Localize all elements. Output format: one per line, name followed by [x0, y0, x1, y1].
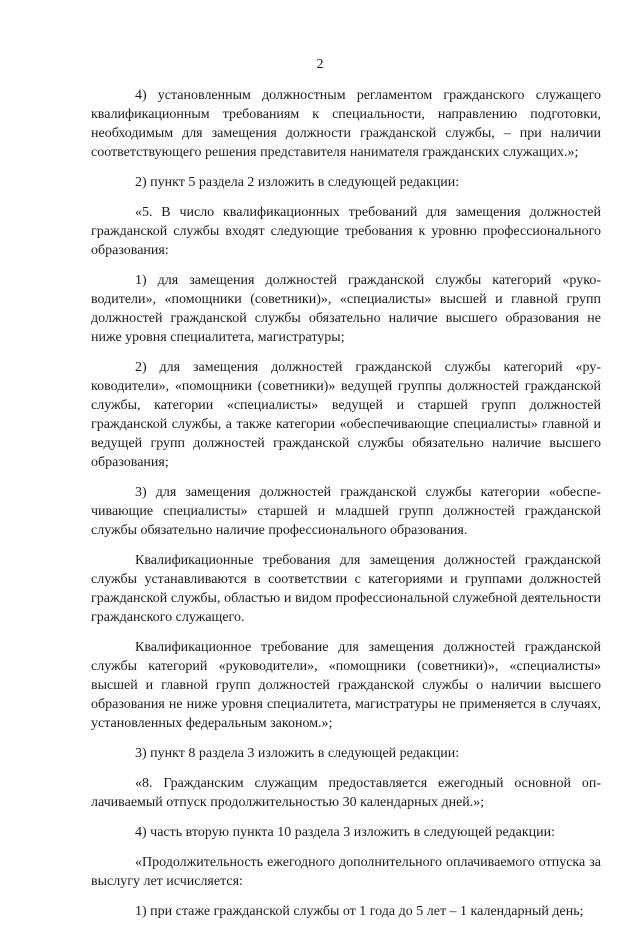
paragraph-clause-5-item-2: 2) для замещения должностей гражданской службы категорий «руководители», «помощники (советники)» ведущей группы должностей гражданской службы, категории «специалисты» ведущей и старшей групп должностей гражданской службы, а также категории «обеспечивающие специалисты» главной и ведущей групп должностей гражданской службы обязательно наличие высшего образования;	[91, 360, 601, 470]
paragraph-item-4-end: 4) установленным должностным регламентом гражданского служащего квалификационным требованиям к специальности, направлению подготовки, необходимым для замещения должности гражданской службы, – при наличии соответствующего решения представителя нанимателя гражданских служащих.»;	[91, 88, 601, 160]
paragraph-clause-5-item-3: 3) для замещения должностей гражданской службы категории «обеспечивающие специалисты» старшей и младшей групп должностей гражданской службы обязательно наличие профессионального образования.	[91, 485, 601, 538]
paragraph-clause-5-item-1: 1) для замещения должностей гражданской службы категорий «руководители», «помощники (советники)», «специалисты» высшей и главной групп должностей гражданской службы обязательно наличие высшего образования не ниже уровня специалитета, магистратуры;	[91, 273, 601, 345]
paragraph-clause-5-intro: «5. В число квалификационных требований для замещения должностей гражданской службы входят следующие требования к уровню профессионального образования:	[91, 205, 601, 258]
paragraph-leave-item-1: 1) при стаже гражданской службы от 1 года до 5 лет – 1 календарный день;	[135, 904, 584, 919]
paragraph-qualification-requirements: Квалификационные требования для замещения должностей гражданской службы устанавливаются в соответствии с категориями и группами должностей гражданской службы, областью и видом профессиональной служебной деятельности гражданского служащего.	[91, 553, 601, 625]
paragraph-clause-8: «8. Гражданским служащим предоставляется ежегодный основной оплачиваемый отпуск продолжительностью 30 календарных дней.»;	[91, 776, 601, 810]
paragraph-leave-duration-intro: «Продолжительность ежегодного дополнительного оплачиваемого отпуска за выслугу лет исчисляется:	[91, 855, 601, 889]
paragraph-qualification-exception: Квалификационное требование для замещения должностей гражданской службы категорий «руководители», «помощники (советники)», «специалисты» высшей и главной групп должностей гражданской службы о наличии высшего образования не ниже уровня специалитета, магистратуры не применяется в случаях, установленных федеральным законом.»;	[91, 640, 601, 731]
paragraph-point-3-instruction: 3) пункт 8 раздела 3 изложить в следующей редакции:	[135, 746, 460, 761]
paragraph-point-2-instruction: 2) пункт 5 раздела 2 изложить в следующей редакции:	[135, 175, 460, 190]
document-body	[91, 86, 601, 932]
paragraph-point-4-instruction: 4) часть вторую пункта 10 раздела 3 изложить в следующей редакции:	[135, 825, 556, 840]
page-number: 2	[316, 57, 324, 72]
